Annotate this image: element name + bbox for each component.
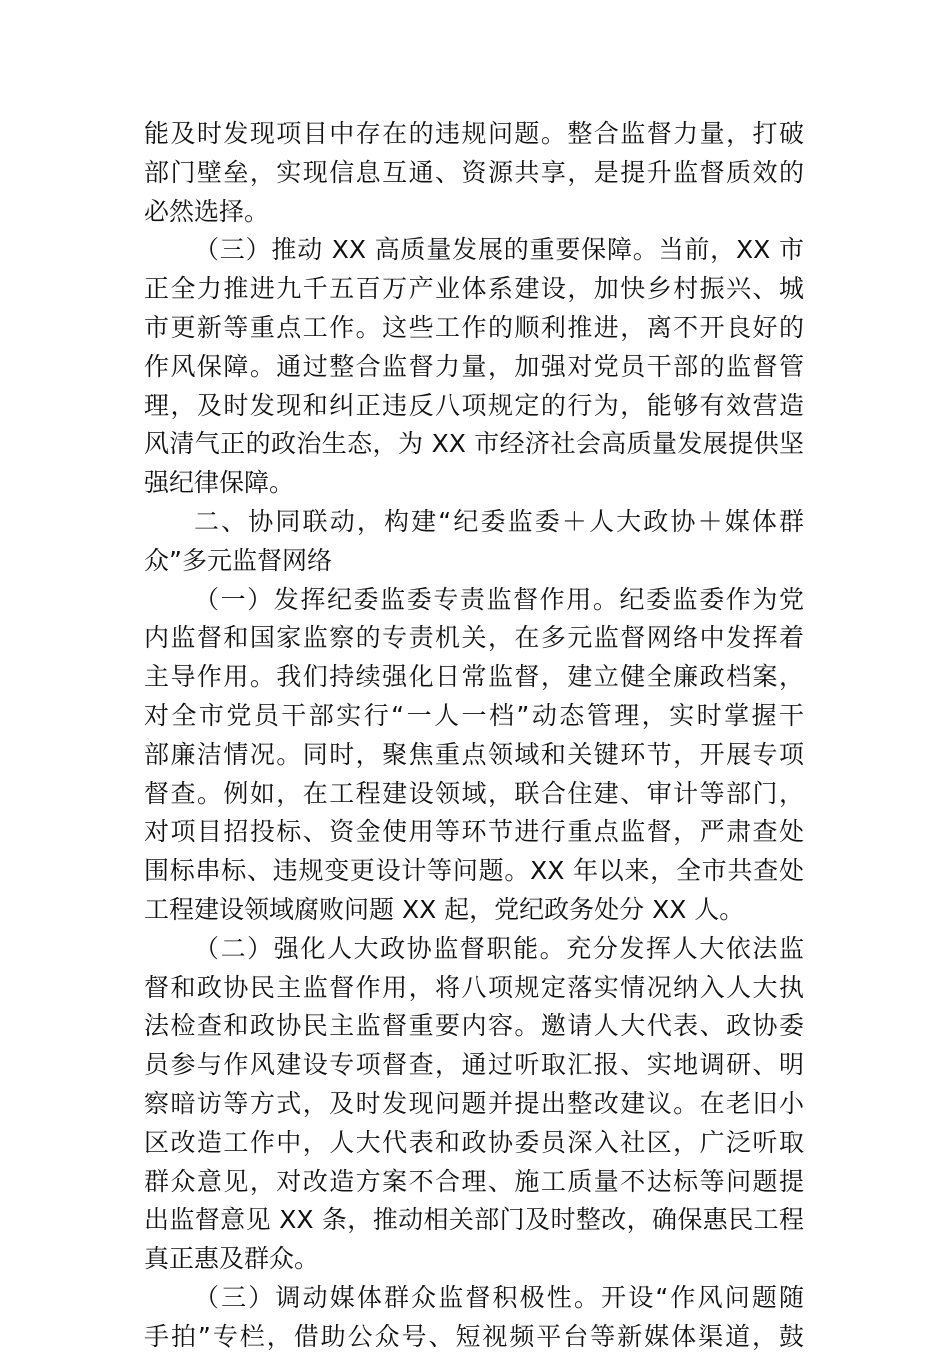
text-line: 市更新等重点工作。这些工作的顺利推进，离不开良好的 — [144, 312, 804, 342]
text-line: 督和政协民主监督作用，将八项规定落实情况纳入人大执 — [144, 972, 804, 1002]
text-line: 工程建设领域腐败问题 XX 起，党纪政务处分 XX 人。 — [144, 894, 745, 924]
text-line: 风清气正的政治生态，为 XX 市经济社会高质量发展提供坚 — [144, 429, 804, 459]
text-line: 员参与作风建设专项督查，通过听取汇报、实地调研、明 — [144, 1050, 804, 1080]
text-line: （二）强化人大政协监督职能。充分发挥人大依法监 — [194, 933, 804, 963]
text-line: 理，及时发现和纠正违反八项规定的行为，能够有效营造 — [144, 390, 804, 420]
text-line: 围标串标、违规变更设计等问题。XX 年以来，全市共查处 — [144, 856, 804, 886]
text-line: 部门壁垒，实现信息互通、资源共享，是提升监督质效的 — [144, 157, 804, 187]
text-line: 察暗访等方式，及时发现问题并提出整改建议。在老旧小 — [144, 1088, 804, 1118]
paragraph — [144, 231, 804, 503]
paragraph — [144, 581, 804, 930]
paragraph — [144, 115, 804, 231]
text-line: 群众意见，对改造方案不合理、施工质量不达标等问题提 — [144, 1166, 804, 1196]
text-line: 强纪律保障。 — [144, 468, 295, 498]
section-heading — [144, 503, 804, 581]
text-line: 区改造工作中，人大代表和政协委员深入社区，广泛听取 — [144, 1127, 804, 1157]
text-line: 能及时发现项目中存在的违规问题。整合监督力量，打破 — [144, 119, 804, 148]
text-line: 督查。例如，在工程建设领域，联合住建、审计等部门， — [144, 778, 804, 808]
text-line: 对全市党员干部实行“一人一档”动态管理，实时掌握干 — [144, 700, 804, 730]
text-line: 正全力推进九千五百万产业体系建设，加快乡村振兴、城 — [144, 274, 804, 304]
text-line: （一）发挥纪委监委专责监督作用。纪委监委作为党 — [194, 584, 804, 614]
paragraph — [144, 930, 804, 1279]
document-body — [144, 115, 804, 1357]
text-line: 必然选择。 — [144, 196, 270, 226]
text-line: 主导作用。我们持续强化日常监督，建立健全廉政档案， — [144, 662, 804, 692]
text-line: 法检查和政协民主监督重要内容。邀请人大代表、政协委 — [144, 1011, 804, 1041]
text-line: 手拍”专栏，借助公众号、短视频平台等新媒体渠道，鼓 — [144, 1321, 804, 1351]
text-line: 内监督和国家监察的专责机关，在多元监督网络中发挥着 — [144, 623, 804, 653]
paragraph — [144, 1279, 804, 1357]
text-line: 二、协同联动，构建“纪委监委＋人大政协＋媒体群 — [194, 506, 804, 536]
text-line: 真正惠及群众。 — [144, 1244, 320, 1274]
text-line: 部廉洁情况。同时，聚焦重点领域和关键环节，开展专项 — [144, 739, 804, 769]
text-line: 出监督意见 XX 条，推动相关部门及时整改，确保惠民工程 — [144, 1205, 804, 1235]
text-line: 作风保障。通过整合监督力量，加强对党员干部的监督管 — [144, 351, 804, 381]
text-line: （三）调动媒体群众监督积极性。开设“作风问题随 — [194, 1282, 804, 1312]
text-line: 众”多元监督网络 — [144, 545, 332, 575]
text-line: 对项目招投标、资金使用等环节进行重点监督，严肃查处 — [144, 817, 804, 847]
text-line: （三）推动 XX 高质量发展的重要保障。当前，XX 市 — [194, 235, 804, 265]
